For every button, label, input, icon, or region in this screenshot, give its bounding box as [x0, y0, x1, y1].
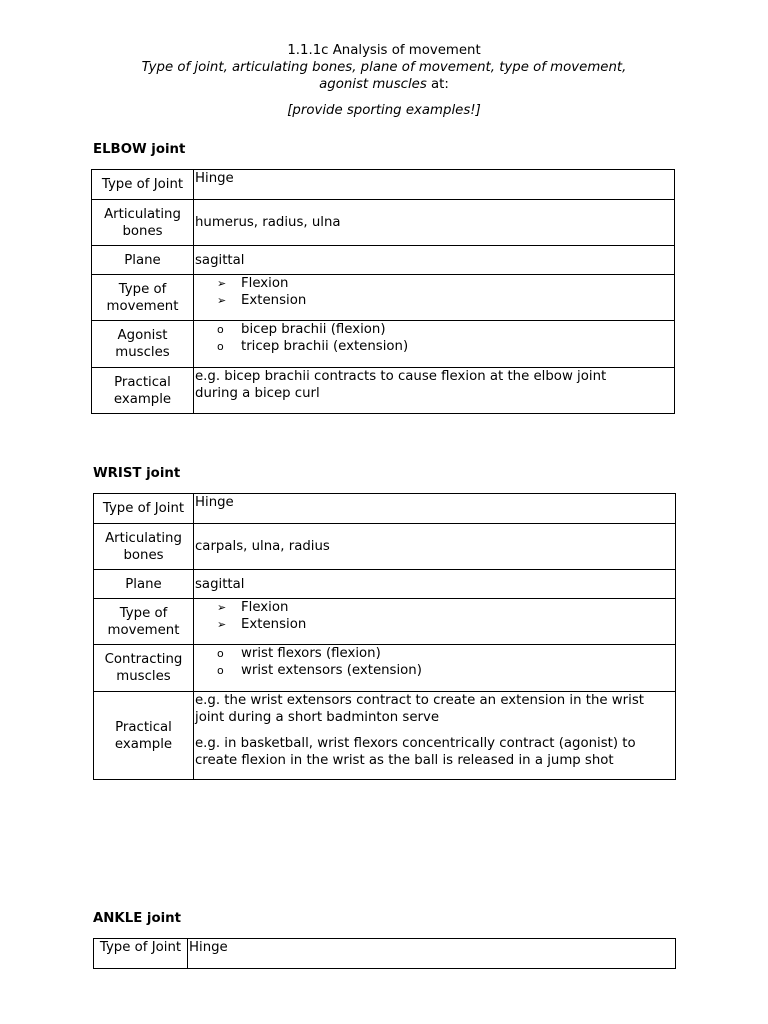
list-item — [195, 599, 675, 616]
circle-bullet-icon: o — [217, 340, 224, 353]
list-item — [195, 321, 674, 338]
table-row — [94, 524, 676, 570]
elbow-heading: ELBOW joint — [93, 142, 186, 157]
arrow-bullet-icon: ➢ — [217, 601, 227, 614]
row-value — [194, 692, 676, 780]
wrist-heading: WRIST joint — [93, 466, 181, 481]
circle-bullet-icon: o — [217, 647, 224, 660]
row-value — [194, 524, 676, 570]
type-value: Hinge — [195, 171, 234, 186]
movement-label-line2: movement — [107, 622, 180, 638]
table-row — [94, 939, 676, 969]
row-value — [194, 368, 675, 414]
movement-item: Extension — [241, 617, 307, 632]
table-row — [94, 645, 676, 692]
movement-item: Extension — [241, 293, 307, 308]
bones-label-line2: bones — [122, 223, 163, 239]
row-label — [94, 599, 194, 645]
type-label: Type of Joint — [99, 940, 182, 955]
row-value — [194, 170, 675, 200]
type-label: Type of Joint — [101, 177, 184, 192]
table-row — [92, 246, 675, 275]
row-value — [194, 321, 675, 368]
table-row — [92, 275, 675, 321]
example-label-line2: example — [113, 391, 172, 407]
muscle-item: wrist extensors (extension) — [241, 663, 422, 678]
row-value — [194, 200, 675, 246]
row-label — [94, 570, 194, 599]
row-value — [194, 570, 676, 599]
muscle-item: bicep brachii (flexion) — [241, 322, 386, 337]
type-value: Hinge — [195, 495, 234, 510]
movement-item: Flexion — [241, 276, 289, 291]
row-value — [194, 494, 676, 524]
type-value: Hinge — [189, 940, 228, 955]
table-row — [92, 321, 675, 368]
example1-text-line1: e.g. the wrist extensors contract to create an extension in the wrist — [195, 693, 644, 708]
subtitle-italic: Type of joint, articulating bones, plane of movement, type of movement, — [141, 60, 627, 75]
row-value — [188, 939, 676, 969]
muscle-item: wrist flexors (flexion) — [241, 646, 381, 661]
plane-label: Plane — [124, 252, 161, 268]
bones-label-line1: Articulating — [105, 530, 182, 546]
row-label — [92, 170, 194, 200]
ankle-table — [93, 938, 676, 969]
ankle-heading: ANKLE joint — [93, 911, 181, 926]
document-note: [provide sporting examples!] — [287, 103, 481, 118]
row-label — [92, 275, 194, 321]
row-value — [194, 599, 676, 645]
row-label — [92, 200, 194, 246]
row-label — [92, 368, 194, 414]
plane-label: Plane — [125, 576, 162, 592]
muscles-label-line1: Contracting — [104, 652, 183, 667]
row-label — [94, 494, 194, 524]
example-label-line1: Practical — [115, 719, 172, 735]
elbow-table — [91, 169, 675, 414]
example-text-line2: during a bicep curl — [195, 386, 320, 401]
arrow-bullet-icon: ➢ — [217, 277, 227, 290]
example-label-line2: example — [114, 736, 173, 752]
type-label: Type of Joint — [102, 501, 185, 516]
row-label — [92, 321, 194, 368]
example-text-line1: e.g. bicep brachii contracts to cause flexion at the elbow joint — [195, 369, 607, 384]
subtitle-plain: at: — [426, 77, 449, 92]
table-row — [94, 692, 676, 780]
plane-value: sagittal — [195, 576, 245, 592]
list-item — [195, 275, 674, 292]
row-label — [94, 939, 188, 969]
bones-value: carpals, ulna, radius — [195, 539, 330, 554]
row-label — [94, 524, 194, 570]
subtitle-italic-2: agonist muscles — [319, 77, 427, 92]
row-label — [92, 246, 194, 275]
circle-bullet-icon: o — [217, 323, 224, 336]
movement-list — [195, 275, 674, 309]
example1-text-line2: joint during a short badminton serve — [195, 710, 440, 725]
list-item — [195, 645, 675, 662]
movement-list — [195, 599, 675, 633]
row-value — [194, 246, 675, 275]
muscles-list — [195, 321, 674, 355]
arrow-bullet-icon: ➢ — [217, 618, 227, 631]
list-item — [195, 292, 674, 309]
document-subtitle — [0, 59, 768, 93]
movement-label-line2: movement — [106, 298, 179, 314]
bones-value: humerus, radius, ulna — [195, 215, 341, 230]
plane-value: sagittal — [195, 252, 245, 268]
row-value — [194, 645, 676, 692]
table-row — [92, 170, 675, 200]
muscles-label-line2: muscles — [115, 345, 170, 360]
bones-label-line1: Articulating — [104, 206, 181, 222]
muscle-item: tricep brachii (extension) — [241, 339, 409, 354]
document-title: 1.1.1c Analysis of movement — [287, 43, 481, 58]
table-row — [92, 368, 675, 414]
row-value — [194, 275, 675, 321]
row-label — [94, 692, 194, 780]
movement-item: Flexion — [241, 600, 289, 615]
example-label-line1: Practical — [114, 374, 171, 390]
table-row — [94, 599, 676, 645]
muscles-label-line2: muscles — [116, 669, 171, 684]
table-row — [94, 570, 676, 599]
list-item — [195, 662, 675, 679]
circle-bullet-icon: o — [217, 664, 224, 677]
table-row — [94, 494, 676, 524]
wrist-table — [93, 493, 676, 780]
example2-text-line1: e.g. in basketball, wrist flexors concentrically contract (agonist) to — [195, 736, 636, 751]
row-label — [94, 645, 194, 692]
table-row — [92, 200, 675, 246]
list-item — [195, 616, 675, 633]
muscles-list — [195, 645, 675, 679]
movement-label-line1: Type of — [118, 281, 167, 297]
list-item — [195, 338, 674, 355]
movement-label-line1: Type of — [119, 605, 168, 621]
example2-text-line2: create flexion in the wrist as the ball is released in a jump shot — [195, 753, 614, 768]
document-header — [0, 42, 768, 119]
arrow-bullet-icon: ➢ — [217, 294, 227, 307]
bones-label-line2: bones — [123, 547, 164, 563]
muscles-label-line1: Agonist — [117, 328, 168, 343]
